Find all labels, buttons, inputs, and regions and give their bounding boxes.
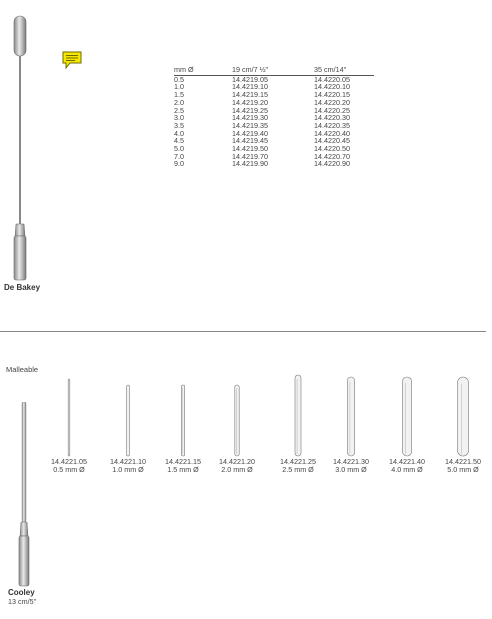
tip-image <box>343 376 359 460</box>
cooley-instrument-image <box>14 402 34 588</box>
cell-19cm: 14.4219.90 <box>232 159 268 169</box>
tip-code: 14.4221.20 <box>219 457 255 466</box>
tip-size: 1.0 mm Ø <box>112 465 144 474</box>
cell-19cm: 14.4219.05 <box>232 74 268 84</box>
cell-diameter: 1.5 <box>174 90 184 100</box>
cell-19cm: 14.4219.20 <box>232 97 268 107</box>
cell-35cm: 14.4220.10 <box>314 82 350 92</box>
tip-size: 3.0 mm Ø <box>335 465 367 474</box>
tip-size: 1.5 mm Ø <box>167 465 199 474</box>
cell-diameter: 3.5 <box>174 120 184 130</box>
cell-19cm: 14.4219.50 <box>232 144 268 154</box>
debakey-instrument-image <box>8 14 38 284</box>
cell-35cm: 14.4220.25 <box>314 105 350 115</box>
tip-image <box>455 376 471 460</box>
tip-image <box>175 384 191 468</box>
cell-diameter: 2.0 <box>174 97 184 107</box>
article-number-table <box>174 66 374 168</box>
cell-35cm: 14.4220.70 <box>314 151 350 161</box>
malleable-label: Malleable <box>6 365 39 374</box>
tip-code: 14.4221.05 <box>51 457 87 466</box>
header-35cm: 35 cm/14" <box>314 65 347 74</box>
tip-code: 14.4221.10 <box>110 457 146 466</box>
tip-image <box>61 378 77 462</box>
cell-19cm: 14.4219.15 <box>232 90 268 100</box>
cell-diameter: 5.0 <box>174 144 184 154</box>
cell-19cm: 14.4219.30 <box>232 113 268 123</box>
cell-19cm: 14.4219.10 <box>232 82 268 92</box>
cell-diameter: 2.5 <box>174 105 184 115</box>
cell-19cm: 14.4219.35 <box>232 120 268 130</box>
cell-diameter: 1.0 <box>174 82 184 92</box>
cell-35cm: 14.4220.90 <box>314 159 350 169</box>
cell-diameter: 7.0 <box>174 151 184 161</box>
tip-image <box>399 376 415 460</box>
cell-diameter: 3.0 <box>174 113 184 123</box>
cell-35cm: 14.4220.30 <box>314 113 350 123</box>
cell-diameter: 9.0 <box>174 159 184 169</box>
cell-diameter: 0.5 <box>174 74 184 84</box>
debakey-name: De Bakey <box>4 283 41 292</box>
tip-size: 2.0 mm Ø <box>221 465 253 474</box>
cell-35cm: 14.4220.35 <box>314 120 350 130</box>
cell-35cm: 14.4220.20 <box>314 97 350 107</box>
tip-size: 4.0 mm Ø <box>391 465 423 474</box>
cell-35cm: 14.4220.50 <box>314 144 350 154</box>
section-divider <box>0 331 486 332</box>
tip-size: 2.5 mm Ø <box>282 465 314 474</box>
table-row <box>174 160 374 168</box>
tip-code: 14.4221.15 <box>165 457 201 466</box>
cell-19cm: 14.4219.25 <box>232 105 268 115</box>
speech-bubble-note-icon[interactable] <box>61 50 83 70</box>
cooley-name: Cooley <box>8 588 35 597</box>
cell-diameter: 4.5 <box>174 136 184 146</box>
tip-code: 14.4221.25 <box>280 457 316 466</box>
tip-size: 0.5 mm Ø <box>53 465 85 474</box>
cell-35cm: 14.4220.05 <box>314 74 350 84</box>
table-body <box>174 76 374 168</box>
header-19cm: 19 cm/7 ½" <box>232 65 269 74</box>
cell-19cm: 14.4219.45 <box>232 136 268 146</box>
header-diameter: mm Ø <box>174 65 194 74</box>
cell-35cm: 14.4220.40 <box>314 128 350 138</box>
cell-19cm: 14.4219.70 <box>232 151 268 161</box>
tip-size: 5.0 mm Ø <box>447 465 479 474</box>
cooley-size: 13 cm/5" <box>8 597 37 606</box>
tip-code: 14.4221.30 <box>333 457 369 466</box>
tip-code: 14.4221.50 <box>445 457 481 466</box>
tip-image <box>120 384 136 468</box>
tip-code: 14.4221.40 <box>389 457 425 466</box>
cell-19cm: 14.4219.40 <box>232 128 268 138</box>
cell-35cm: 14.4220.15 <box>314 90 350 100</box>
cell-35cm: 14.4220.45 <box>314 136 350 146</box>
tip-image <box>290 374 306 458</box>
cell-diameter: 4.0 <box>174 128 184 138</box>
tip-image <box>229 384 245 468</box>
